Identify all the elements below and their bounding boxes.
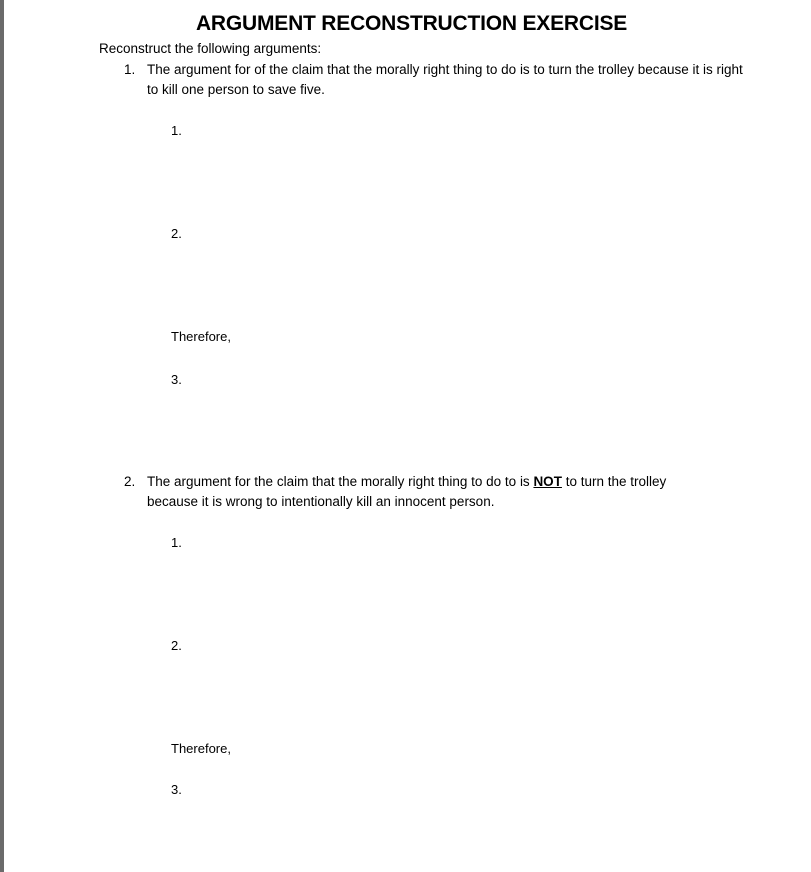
- question-2-text-after: to turn the trolley because it is wrong to intentionally kill an innocent person.: [147, 474, 667, 509]
- question-1-premise-1-label: 1.: [171, 123, 182, 138]
- question-2-text: [147, 472, 707, 512]
- question-2-premise-1-label: 1.: [171, 535, 182, 550]
- page-title: ARGUMENT RECONSTRUCTION EXERCISE: [195, 12, 628, 35]
- question-1-conclusion-label: 3.: [171, 372, 182, 387]
- question-1-therefore-label: Therefore,: [171, 329, 231, 344]
- question-2-text-before: The argument for the claim that the morally right thing to do to is: [147, 474, 534, 489]
- question-1-text: The argument for of the claim that the morally right thing to do is to turn the trolley because it is right to kill one person to save five.: [147, 62, 743, 97]
- instructions-text: Reconstruct the following arguments:: [99, 41, 322, 56]
- question-2-therefore-label: Therefore,: [171, 741, 231, 756]
- question-2-conclusion-label: 3.: [171, 782, 182, 797]
- question-1-premise-2-label: 2.: [171, 226, 182, 241]
- document-page: [4, 0, 811, 872]
- question-2-emphasis: NOT: [533, 474, 562, 489]
- question-2-number: 2.: [124, 474, 136, 489]
- question-1-number: 1.: [124, 62, 136, 77]
- question-2-premise-2-label: 2.: [171, 638, 182, 653]
